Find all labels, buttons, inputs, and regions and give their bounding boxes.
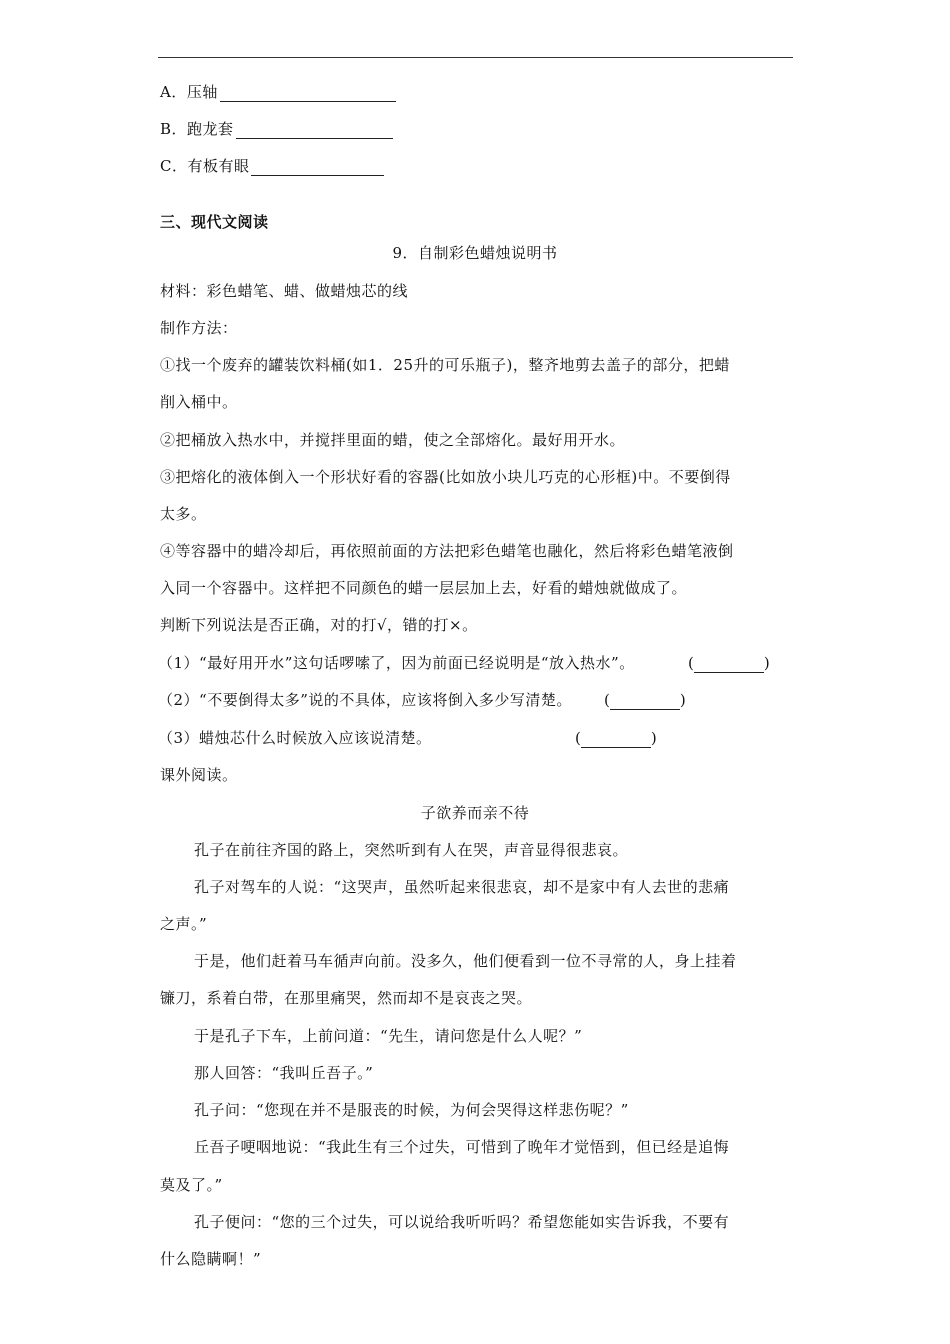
step-line: ②把桶放入热水中，并搅拌里面的蜡，使之全部熔化。最好用开水。 (160, 431, 626, 449)
story-line: 丘吾子哽咽地说：“我此生有三个过失，可惜到了晚年才觉悟到，但已经是追悔 (194, 1138, 730, 1156)
method-label: 制作方法： (160, 319, 238, 337)
option-b (160, 119, 393, 139)
extra-reading-label: 课外阅读。 (160, 766, 238, 784)
step-line: 削入桶中。 (160, 393, 238, 411)
option-c (160, 156, 384, 176)
story-line: 孔子问：“您现在并不是服丧的时候，为何会哭得这样悲伤呢？” (194, 1101, 629, 1119)
question-1: （1）“最好用开水”这句话啰嗦了，因为前面已经说明是“放入热水”。 (158, 654, 635, 672)
answer-3-blank[interactable] (581, 733, 651, 748)
story-line: 之声。” (160, 915, 208, 933)
story-line: 莫及了。” (160, 1176, 223, 1194)
option-b-label: B．跑龙套 (160, 120, 234, 138)
story-line: 孔子在前往齐国的路上，突然听到有人在哭，声音显得很悲哀。 (194, 841, 629, 859)
story-line: 什么隐瞒啊！” (160, 1250, 262, 1268)
materials-line: 材料：彩色蜡笔、蜡、做蜡烛芯的线 (160, 282, 409, 300)
answer-1[interactable]: ( ) (688, 654, 770, 672)
option-c-blank[interactable] (251, 159, 384, 176)
option-a (160, 82, 396, 102)
question-2: （2）“不要倒得太多”说的不具体，应该将倒入多少写清楚。 (158, 691, 572, 709)
option-a-label: A．压轴 (160, 83, 218, 101)
step-line: ④等容器中的蜡冷却后，再依照前面的方法把彩色蜡笔也融化，然后将彩色蜡笔液倒 (160, 542, 734, 560)
step-line: 入同一个容器中。这样把不同颜色的蜡一层层加上去，好看的蜡烛就做成了。 (160, 579, 688, 597)
question-3: （3）蜡烛芯什么时候放入应该说清楚。 (158, 729, 432, 747)
step-line: ③把熔化的液体倒入一个形状好看的容器(比如放小块儿巧克的心形框)中。不要倒得 (160, 468, 731, 486)
step-line: 太多。 (160, 505, 207, 523)
reading2-title: 子欲养而亲不待 (420, 804, 530, 822)
reading1-title: 9．自制彩色蜡烛说明书 (392, 244, 558, 262)
judge-instruction: 判断下列说法是否正确，对的打√，错的打×。 (160, 616, 478, 634)
section-title: 三、现代文阅读 (160, 213, 269, 231)
story-line: 于是孔子下车，上前问道：“先生，请问您是什么人呢？” (194, 1027, 583, 1045)
story-line: 孔子便问：“您的三个过失，可以说给我听听吗？希望您能如实告诉我，不要有 (194, 1213, 730, 1231)
story-line: 镰刀，系着白带，在那里痛哭，然而却不是哀丧之哭。 (160, 989, 533, 1007)
option-b-blank[interactable] (236, 122, 393, 139)
header-rule (158, 57, 793, 58)
option-a-blank[interactable] (220, 85, 396, 102)
story-line: 孔子对驾车的人说：“这哭声，虽然听起来很悲哀，却不是家中有人去世的悲痛 (194, 878, 730, 896)
step-line: ①找一个废弃的罐装饮料桶(如1．25升的可乐瓶子)，整齐地剪去盖子的部分，把蜡 (160, 356, 730, 374)
answer-2[interactable]: ( ) (604, 691, 686, 709)
story-line: 那人回答：“我叫丘吾子。” (194, 1064, 374, 1082)
option-c-label: C．有板有眼 (160, 157, 250, 175)
story-line: 于是，他们赶着马车循声向前。没多久，他们便看到一位不寻常的人，身上挂着 (194, 952, 737, 970)
answer-2-blank[interactable] (610, 695, 680, 710)
answer-3[interactable]: ( ) (575, 729, 657, 747)
answer-1-blank[interactable] (694, 658, 764, 673)
